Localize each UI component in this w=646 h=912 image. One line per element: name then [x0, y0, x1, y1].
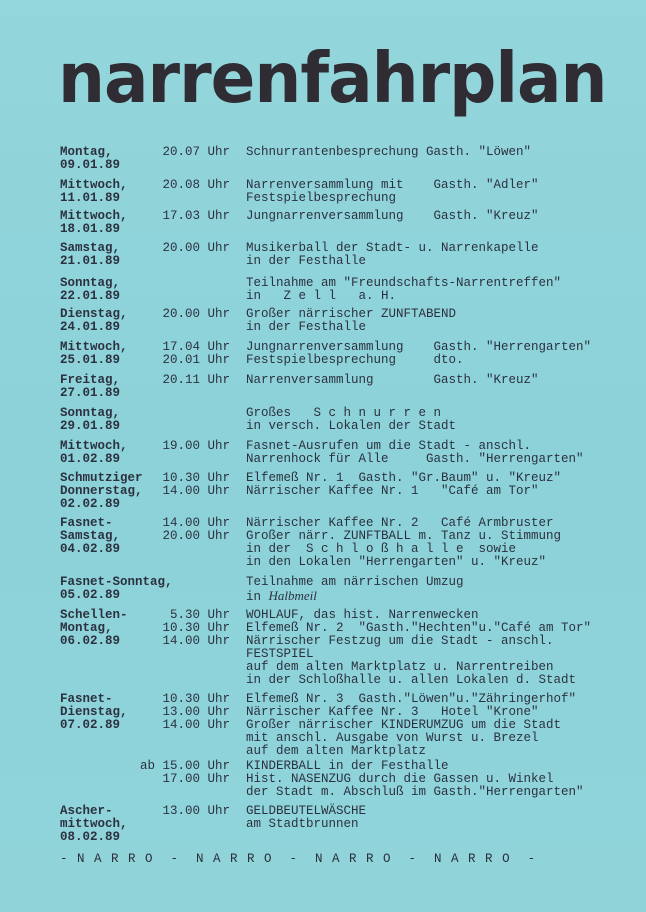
schedule-time: 20.07 Uhr — [162, 145, 230, 159]
schedule-event: in der S c h l o ß h a l l e sowie — [246, 542, 517, 556]
schedule-day: Fasnet- — [60, 692, 113, 706]
schedule-event: in Z e l l a. H. — [246, 289, 397, 303]
schedule-event: Teilnahme am "Freundschafts-Narrentreffen" — [246, 276, 562, 290]
schedule-event: Großer närr. ZUNFTBALL m. Tanz u. Stimmung — [246, 529, 562, 543]
schedule-day: 24.01.89 — [60, 320, 121, 334]
schedule-day: 06.02.89 — [60, 634, 121, 648]
schedule-day: 04.02.89 — [60, 542, 121, 556]
schedule-day: Dienstag, — [60, 307, 128, 321]
schedule-day: Sonntag, — [60, 406, 121, 420]
schedule-event: Jungnarrenversammlung Gasth. "Kreuz" — [246, 209, 539, 223]
schedule-day: 02.02.89 — [60, 497, 121, 511]
schedule-day: Dienstag, — [60, 705, 128, 719]
schedule-event: am Stadtbrunnen — [246, 817, 359, 831]
schedule-time: 14.00 Uhr — [162, 634, 230, 648]
schedule-time: 20.00 Uhr — [162, 529, 230, 543]
schedule-event: in der Festhalle — [246, 320, 367, 334]
schedule-event: Jungnarrenversammlung Gasth. "Herrengarten" — [246, 340, 592, 354]
schedule-event: WOHLAUF, das hist. Narrenwecken — [246, 608, 479, 622]
schedule-day: 07.02.89 — [60, 718, 121, 732]
schedule-time: 20.00 Uhr — [162, 241, 230, 255]
schedule-day: 08.02.89 — [60, 830, 121, 844]
schedule-day: 05.02.89 — [60, 588, 121, 602]
schedule-day: Ascher- — [60, 804, 113, 818]
schedule-day: mittwoch, — [60, 817, 128, 831]
schedule-time: 10.30 Uhr — [162, 621, 230, 635]
schedule-event: Närrischer Kaffee Nr. 1 "Café am Tor" — [246, 484, 539, 498]
schedule-day: Mittwoch, — [60, 178, 128, 192]
schedule-day: Montag, — [60, 145, 113, 159]
schedule-event: Schnurrantenbesprechung Gasth. "Löwen" — [246, 145, 532, 159]
schedule-day: Mittwoch, — [60, 340, 128, 354]
schedule-day: Samstag, — [60, 529, 121, 543]
schedule-time: 17.00 Uhr — [162, 772, 230, 786]
schedule-time: 19.00 Uhr — [162, 439, 230, 453]
schedule-event: auf dem alten Marktplatz — [246, 744, 427, 758]
schedule-time: 14.00 Uhr — [162, 718, 230, 732]
schedule-day: Samstag, — [60, 241, 121, 255]
footer-narro: - N A R R O - N A R R O - N A R R O - N A R R O - — [60, 852, 537, 866]
umzug-location: Halbmeil — [268, 588, 317, 603]
schedule-event: Elfemeß Nr. 3 Gasth."Löwen"u."Zähringerhof" — [246, 692, 577, 706]
schedule-time: 13.00 Uhr — [162, 804, 230, 818]
schedule-time: 17.03 Uhr — [162, 209, 230, 223]
schedule-day: Montag, — [60, 621, 113, 635]
schedule-time: 20.00 Uhr — [162, 307, 230, 321]
schedule-day: 18.01.89 — [60, 222, 121, 236]
schedule-event: Fasnet-Ausrufen um die Stadt - anschl. — [246, 439, 532, 453]
schedule-time: 17.04 Uhr — [162, 340, 230, 354]
schedule-day: Sonntag, — [60, 276, 121, 290]
schedule-time: 13.00 Uhr — [162, 705, 230, 719]
page-title: narrenfahrplan — [58, 38, 607, 119]
schedule-event: Närrischer Festzug um die Stadt - anschl. — [246, 634, 554, 648]
schedule-day: Donnerstag, — [60, 484, 143, 498]
schedule-day: 11.01.89 — [60, 191, 121, 205]
schedule-event: der Stadt m. Abschluß im Gasth."Herrengarten" — [246, 785, 584, 799]
schedule-day: Schmutziger — [60, 471, 143, 485]
schedule-day: Schellen- — [60, 608, 128, 622]
schedule-time: 14.00 Uhr — [162, 484, 230, 498]
schedule-event: in versch. Lokalen der Stadt — [246, 419, 457, 433]
schedule-event: auf dem alten Marktplatz u. Narrentreiben — [246, 660, 554, 674]
schedule-day: 29.01.89 — [60, 419, 121, 433]
schedule-event: Närrischer Kaffee Nr. 2 Café Armbruster — [246, 516, 554, 530]
schedule-event: GELDBEUTELWÄSCHE — [246, 804, 367, 818]
schedule-event: Elfemeß Nr. 2 "Gasth."Hechten"u."Café am Tor" — [246, 621, 592, 635]
schedule-event: Hist. NASENZUG durch die Gassen u. Winkel — [246, 772, 554, 786]
schedule-event: Festspielbesprechung — [246, 191, 397, 205]
schedule-time: 5.30 Uhr — [169, 608, 230, 622]
schedule-time: 20.01 Uhr — [162, 353, 230, 367]
schedule-event: Narrenhock für Alle Gasth. "Herrengarten" — [246, 452, 584, 466]
schedule-event: KINDERBALL in der Festhalle — [246, 759, 449, 773]
schedule-event: Großes S c h n u r r e n — [246, 406, 442, 420]
schedule-day: 27.01.89 — [60, 386, 121, 400]
schedule-day: Fasnet- — [60, 516, 113, 530]
schedule-event: in Halbmeil — [246, 588, 317, 604]
schedule-event: in der Schloßhalle u. allen Lokalen d. Stadt — [246, 673, 577, 687]
schedule-time: 10.30 Uhr — [162, 692, 230, 706]
schedule-event: Großer närrischer KINDERUMZUG um die Stadt — [246, 718, 562, 732]
schedule-time: 20.08 Uhr — [162, 178, 230, 192]
schedule-day: Mittwoch, — [60, 439, 128, 453]
schedule-day: 01.02.89 — [60, 452, 121, 466]
schedule-time: 14.00 Uhr — [162, 516, 230, 530]
schedule-day: 22.01.89 — [60, 289, 121, 303]
schedule-event: Narrenversammlung Gasth. "Kreuz" — [246, 373, 539, 387]
schedule-day: 25.01.89 — [60, 353, 121, 367]
schedule-time: 20.11 Uhr — [162, 373, 230, 387]
schedule-time: 10.30 Uhr — [162, 471, 230, 485]
schedule-day: Mittwoch, — [60, 209, 128, 223]
schedule-event: Teilnahme am närrischen Umzug — [246, 575, 464, 589]
schedule-day: 21.01.89 — [60, 254, 121, 268]
schedule-event: Musikerball der Stadt- u. Narrenkapelle — [246, 241, 539, 255]
schedule-event: Großer närrischer ZUNFTABEND — [246, 307, 457, 321]
schedule-event: Narrenversammlung mit Gasth. "Adler" — [246, 178, 539, 192]
schedule-event: in der Festhalle — [246, 254, 367, 268]
schedule-event: in den Lokalen "Herrengarten" u. "Kreuz" — [246, 555, 547, 569]
schedule-day: Fasnet-Sonntag, — [60, 575, 173, 589]
schedule-event: Närrischer Kaffee Nr. 3 Hotel "Krone" — [246, 705, 539, 719]
schedule-time: ab 15.00 Uhr — [139, 759, 230, 773]
schedule-event: Festspielbesprechung dto. — [246, 353, 464, 367]
schedule-day: Freitag, — [60, 373, 121, 387]
schedule-day: 09.01.89 — [60, 158, 121, 172]
schedule-event: Elfemeß Nr. 1 Gasth. "Gr.Baum" u. "Kreuz" — [246, 471, 562, 485]
schedule-event: mit anschl. Ausgabe von Wurst u. Brezel — [246, 731, 539, 745]
schedule-event: FESTSPIEL — [246, 647, 314, 661]
